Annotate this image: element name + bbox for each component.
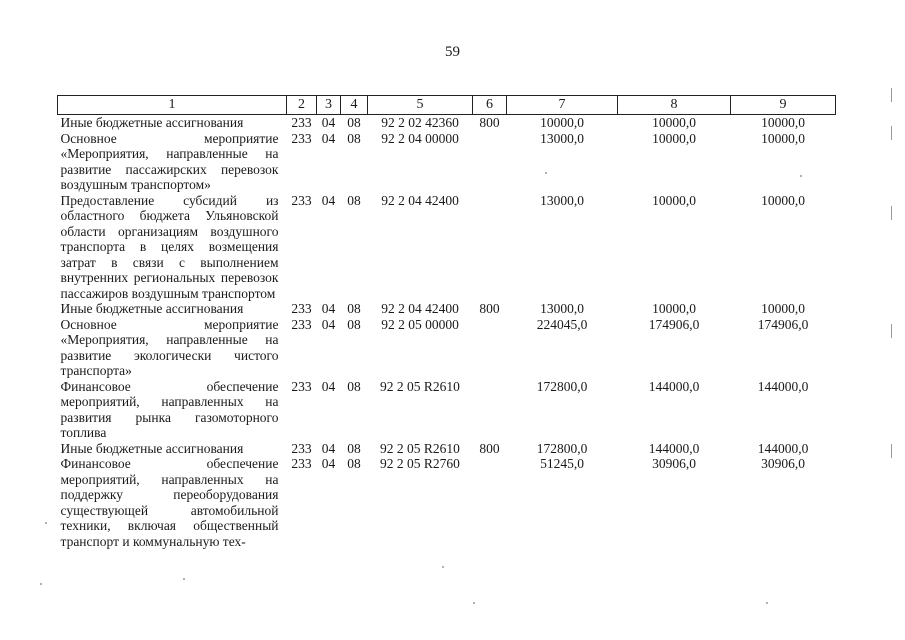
budget-table: [57, 95, 836, 549]
table-row: [58, 379, 836, 441]
expense-type-cell: 800: [479, 115, 500, 130]
target-article-cell: 92 2 04 42400: [381, 192, 459, 208]
amount-col-8-cell: 30906,0: [652, 456, 696, 471]
scan-speck: [183, 578, 185, 580]
table-row: [58, 301, 836, 317]
ministry-code-cell: 233: [291, 130, 312, 146]
item-name-cell: Основное мероприятие «Мероприятия, направленные на развитие экологически чистого транспорта»: [60, 316, 279, 378]
amount-col-7-cell: 13000,0: [540, 192, 584, 208]
table-row: [58, 131, 836, 193]
page-number: 59: [445, 44, 460, 60]
amount-col-9-cell: 10000,0: [761, 115, 805, 130]
expense-type-cell: [473, 193, 507, 302]
amount-col-8-cell: 10000,0: [652, 301, 696, 316]
column-header-3: 3: [317, 96, 341, 115]
target-article-cell: 92 2 05 00000: [381, 316, 459, 332]
subsection-code-cell: 08: [347, 456, 361, 471]
expense-type-cell: [473, 317, 507, 379]
amount-col-7-cell: 51245,0: [540, 456, 584, 471]
item-name-cell: Финансовое обеспечение мероприятий, направленных на поддержку переоборудования существующей автомобильной техники, включая общественный транспорт и коммунальную тех-: [60, 456, 279, 549]
target-article-cell: 92 2 02 42360: [381, 115, 459, 130]
scan-speck: [45, 522, 47, 524]
amount-col-8-cell: 144000,0: [648, 440, 700, 456]
section-code-cell: 04: [321, 115, 336, 130]
expense-type-cell: [473, 456, 507, 549]
column-header-2: 2: [287, 96, 317, 115]
target-article-cell: 92 2 05 R2610: [380, 440, 460, 456]
table-body: [58, 115, 836, 550]
column-header-8: 8: [618, 96, 731, 115]
ministry-code-cell: 233: [291, 115, 312, 130]
amount-col-8-cell: 10000,0: [652, 192, 696, 208]
item-name-cell: Основное мероприятие «Мероприятия, направленные на развитие пассажирских перевозок воздушным транспортом»: [60, 130, 279, 192]
subsection-code-cell: 08: [347, 192, 361, 208]
table-row: [58, 115, 836, 131]
item-name-cell: Иные бюджетные ассигнования: [60, 301, 244, 316]
section-code-cell: 04: [321, 440, 336, 456]
amount-col-8-cell: 10000,0: [652, 130, 696, 146]
section-code-cell: 04: [321, 192, 336, 208]
column-header-9: 9: [731, 96, 836, 115]
section-code-cell: 04: [321, 301, 336, 316]
item-name-cell: Предоставление субсидий из областного бюджета Ульяновской области организациям воздушного транспорта в целях возмещения затрат в связи с выполнением внутренних региональных перевозок пассажиров воздушным транспортом: [60, 192, 279, 301]
amount-col-9-cell: 144000,0: [757, 378, 809, 394]
amount-col-7-cell: 13000,0: [540, 130, 584, 146]
target-article-cell: 92 2 04 00000: [381, 130, 459, 146]
ministry-code-cell: 233: [291, 192, 312, 208]
amount-col-7-cell: 10000,0: [540, 115, 584, 130]
scan-speck: [766, 602, 768, 604]
scan-margin-marks: [891, 88, 893, 508]
expense-type-cell: [473, 379, 507, 441]
amount-col-8-cell: 10000,0: [652, 115, 696, 130]
ministry-code-cell: 233: [291, 378, 312, 394]
subsection-code-cell: 08: [347, 440, 361, 456]
amount-col-9-cell: 30906,0: [761, 456, 805, 471]
expense-type-cell: [473, 131, 507, 193]
target-article-cell: 92 2 04 42400: [381, 301, 459, 316]
table-row: [58, 456, 836, 549]
column-header-6: 6: [473, 96, 507, 115]
amount-col-8-cell: 174906,0: [648, 316, 700, 332]
table-row: [58, 317, 836, 379]
amount-col-9-cell: 10000,0: [761, 130, 805, 146]
table-header: [58, 96, 836, 115]
section-code-cell: 04: [321, 378, 336, 394]
expense-type-cell: 800: [479, 301, 500, 316]
subsection-code-cell: 08: [347, 301, 361, 316]
item-name-cell: Финансовое обеспечение мероприятий, направленных на развития рынка газомоторного топлива: [60, 378, 279, 440]
subsection-code-cell: 08: [347, 378, 361, 394]
item-name-cell: Иные бюджетные ассигнования: [60, 440, 244, 456]
column-header-1: 1: [58, 96, 287, 115]
column-header-4: 4: [341, 96, 368, 115]
amount-col-9-cell: 10000,0: [761, 301, 805, 316]
header-row: [58, 96, 836, 115]
section-code-cell: 04: [321, 130, 336, 146]
ministry-code-cell: 233: [291, 316, 312, 332]
ministry-code-cell: 233: [291, 301, 312, 316]
column-header-7: 7: [507, 96, 618, 115]
table-row: [58, 193, 836, 302]
subsection-code-cell: 08: [347, 316, 361, 332]
amount-col-8-cell: 144000,0: [648, 378, 700, 394]
column-header-5: 5: [368, 96, 473, 115]
amount-col-7-cell: 13000,0: [540, 301, 584, 316]
item-name-cell: Иные бюджетные ассигнования: [60, 115, 244, 130]
subsection-code-cell: 08: [347, 115, 361, 130]
amount-col-9-cell: 10000,0: [761, 192, 805, 208]
amount-col-7-cell: 172800,0: [536, 378, 588, 394]
scan-speck: [800, 175, 802, 177]
table-row: [58, 441, 836, 457]
subsection-code-cell: 08: [347, 130, 361, 146]
amount-col-7-cell: 224045,0: [536, 316, 588, 332]
section-code-cell: 04: [321, 456, 336, 471]
amount-col-7-cell: 172800,0: [536, 440, 588, 456]
scan-speck: [545, 172, 547, 174]
amount-col-9-cell: 144000,0: [757, 440, 809, 456]
scan-speck: [442, 566, 444, 568]
scan-speck: [473, 602, 475, 604]
ministry-code-cell: 233: [291, 440, 312, 456]
target-article-cell: 92 2 05 R2610: [380, 378, 460, 394]
amount-col-9-cell: 174906,0: [757, 316, 809, 332]
ministry-code-cell: 233: [291, 456, 312, 471]
expense-type-cell: 800: [479, 440, 500, 456]
section-code-cell: 04: [321, 316, 336, 332]
scan-speck: [40, 583, 42, 585]
target-article-cell: 92 2 05 R2760: [380, 456, 460, 471]
